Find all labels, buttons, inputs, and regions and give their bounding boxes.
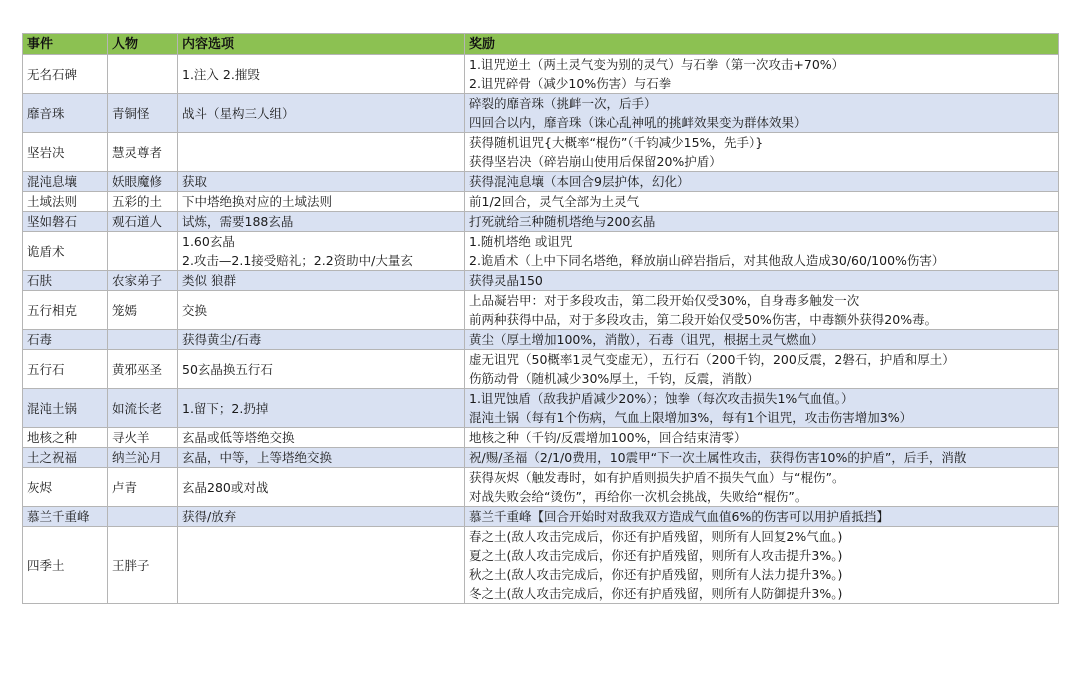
table-row xyxy=(23,55,1059,94)
options-cell xyxy=(178,350,465,389)
table-row xyxy=(23,94,1059,133)
event-cell: 诡盾术 xyxy=(23,232,108,271)
rewards-cell xyxy=(465,350,1059,389)
person-cell xyxy=(108,55,178,94)
person-cell: 笼嫣 xyxy=(108,291,178,330)
event-cell: 无名石碑 xyxy=(23,55,108,94)
person-cell xyxy=(108,507,178,527)
person-cell: 妖眼魔修 xyxy=(108,172,178,192)
reward-line: 前两种获得中品，对于多段攻击，第二段开始仅受50%伤害，中毒额外获得20%毒。 xyxy=(469,312,938,327)
reward-line: 秋之土(敌人攻击完成后，你还有护盾残留，则所有人法力提升3%。) xyxy=(469,567,843,582)
table-row xyxy=(23,507,1059,527)
rewards-cell xyxy=(465,55,1059,94)
option-line: 类似 狼群 xyxy=(182,273,236,288)
option-line: 交换 xyxy=(182,302,208,318)
option-line: 玄晶280或对战 xyxy=(182,479,269,495)
person-cell: 卢青 xyxy=(108,468,178,507)
table-row xyxy=(23,212,1059,232)
options-cell xyxy=(178,172,465,192)
reward-line: 碎裂的靡音珠（挑衅一次，后手） xyxy=(469,96,657,111)
event-cell: 灰烬 xyxy=(23,468,108,507)
event-cell: 石肤 xyxy=(23,271,108,291)
person-cell: 寻火羊 xyxy=(108,428,178,448)
table-row xyxy=(23,271,1059,291)
table-row xyxy=(23,389,1059,428)
header-event: 事件 xyxy=(23,34,108,55)
options-cell xyxy=(178,55,465,94)
option-line: 获得/放弃 xyxy=(182,509,237,524)
option-line: 1.注入 2.摧毁 xyxy=(182,66,260,82)
event-cell: 混沌息壤 xyxy=(23,172,108,192)
table-row xyxy=(23,448,1059,468)
person-cell: 青铜怪 xyxy=(108,94,178,133)
options-cell xyxy=(178,468,465,507)
person-cell: 黄邪巫圣 xyxy=(108,350,178,389)
reward-line: 打死就给三种随机塔绝与200玄晶 xyxy=(469,214,656,229)
table-row xyxy=(23,172,1059,192)
reward-line: 获得灰烬（触发毒时，如有护盾则损失护盾不损失气血）与“棍伤”。 xyxy=(469,470,845,485)
person-cell: 观石道人 xyxy=(108,212,178,232)
table-row xyxy=(23,291,1059,330)
reward-line: 地核之种（千钧/反震增加100%，回合结束清零） xyxy=(469,430,747,445)
options-cell xyxy=(178,507,465,527)
options-cell xyxy=(178,192,465,212)
options-cell xyxy=(178,330,465,350)
option-line: 战斗（星构三人组） xyxy=(182,105,295,121)
table-row xyxy=(23,232,1059,271)
event-cell: 坚岩决 xyxy=(23,133,108,172)
person-cell: 慧灵尊者 xyxy=(108,133,178,172)
options-cell xyxy=(178,212,465,232)
event-cell: 慕兰千重峰 xyxy=(23,507,108,527)
option-line: 试炼，需要188玄晶 xyxy=(182,214,294,229)
rewards-cell xyxy=(465,507,1059,527)
table-row xyxy=(23,527,1059,604)
reward-line: 伤筋动骨（随机减少30%厚土，千钧，反震，消散） xyxy=(469,371,760,386)
rewards-cell xyxy=(465,330,1059,350)
reward-line: 获得灵晶150 xyxy=(469,273,543,288)
person-cell: 农家弟子 xyxy=(108,271,178,291)
event-cell: 混沌土锅 xyxy=(23,389,108,428)
rewards-cell xyxy=(465,527,1059,604)
person-cell: 王胖子 xyxy=(108,527,178,604)
rewards-cell xyxy=(465,389,1059,428)
person-cell xyxy=(108,232,178,271)
reward-line: 冬之土(敌人攻击完成后，你还有护盾残留，则所有人防御提升3%。) xyxy=(469,586,843,601)
reward-line: 祝/赐/圣福（2/1/0费用，10震甲“下一次土属性攻击，获得伤害10%的护盾”，后手，消散 xyxy=(469,450,967,465)
option-line: 50玄晶换五行石 xyxy=(182,361,273,377)
event-cell: 石毒 xyxy=(23,330,108,350)
option-line: 玄晶，中等，上等塔绝交换 xyxy=(182,450,333,465)
reward-line: 2.诡盾术（上中下同名塔绝，释放崩山碎岩指后，对其他敌人造成30/60/100%伤害） xyxy=(469,253,945,268)
option-line: 获得黄尘/石毒 xyxy=(182,332,262,347)
reward-line: 1.诅咒蚀盾（敌我护盾减少20%）；蚀拳（每次攻击损失1%气血值。） xyxy=(469,391,854,406)
option-line: 玄晶或低等塔绝交换 xyxy=(182,430,295,445)
table-row xyxy=(23,330,1059,350)
table-row xyxy=(23,133,1059,172)
reward-line: 慕兰千重峰【回合开始时对敌我双方造成气血值6%的伤害可以用护盾抵挡】 xyxy=(469,509,889,524)
header-rewards: 奖励 xyxy=(465,34,1059,55)
reward-line: 虚无诅咒（50概率1灵气变虚无），五行石（200千钧，200反震，2磐石，护盾和厚土） xyxy=(469,352,955,367)
event-cell: 五行相克 xyxy=(23,291,108,330)
reward-line: 混沌土锅（每有1个伤病，气血上限增加3%，每有1个诅咒，攻击伤害增加3%） xyxy=(469,410,913,425)
options-cell xyxy=(178,232,465,271)
event-cell: 坚如磐石 xyxy=(23,212,108,232)
rewards-cell xyxy=(465,448,1059,468)
header-person: 人物 xyxy=(108,34,178,55)
person-cell: 如流长老 xyxy=(108,389,178,428)
header-row xyxy=(23,34,1059,55)
rewards-cell xyxy=(465,212,1059,232)
table-body xyxy=(23,55,1059,604)
option-line: 1.60玄晶 xyxy=(182,234,235,249)
rewards-cell xyxy=(465,172,1059,192)
event-cell: 四季土 xyxy=(23,527,108,604)
reward-line: 获得混沌息壤（本回合9层护体，幻化） xyxy=(469,174,690,189)
rewards-cell xyxy=(465,428,1059,448)
reward-line: 1.诅咒逆土（两土灵气变为别的灵气）与石拳（第一次攻击+70%） xyxy=(469,57,845,72)
reward-line: 前1/2回合，灵气全部为土灵气 xyxy=(469,194,640,209)
event-cell: 土域法则 xyxy=(23,192,108,212)
reward-line: 获得坚岩决（碎岩崩山使用后保留20%护盾） xyxy=(469,154,722,169)
reward-line: 2.诅咒碎骨（减少10%伤害）与石拳 xyxy=(469,76,672,91)
rewards-cell xyxy=(465,468,1059,507)
header-options: 内容选项 xyxy=(178,34,465,55)
rewards-cell xyxy=(465,291,1059,330)
rewards-cell xyxy=(465,192,1059,212)
reward-line: 获得随机诅咒{大概率“棍伤”（千钧减少15%，先手）} xyxy=(469,135,764,150)
reward-line: 黄尘（厚土增加100%，消散），石毒（诅咒，根据土灵气燃血） xyxy=(469,332,824,347)
person-cell: 五彩的土 xyxy=(108,192,178,212)
table-row xyxy=(23,428,1059,448)
options-cell xyxy=(178,389,465,428)
rewards-cell xyxy=(465,232,1059,271)
event-reward-table xyxy=(22,33,1059,604)
reward-line: 夏之土(敌人攻击完成后，你还有护盾残留，则所有人攻击提升3%。) xyxy=(469,548,843,563)
options-cell xyxy=(178,133,465,172)
options-cell xyxy=(178,291,465,330)
person-cell: 纳兰沁月 xyxy=(108,448,178,468)
option-line: 获取 xyxy=(182,174,208,189)
reward-line: 上品凝岩甲：对于多段攻击，第二段开始仅受30%，自身毒多触发一次 xyxy=(469,293,860,308)
option-line xyxy=(178,556,464,575)
options-cell xyxy=(178,94,465,133)
options-cell xyxy=(178,527,465,604)
rewards-cell xyxy=(465,271,1059,291)
rewards-cell xyxy=(465,133,1059,172)
option-line: 1.留下；2.扔掉 xyxy=(182,400,269,416)
event-cell: 土之祝福 xyxy=(23,448,108,468)
event-cell: 靡音珠 xyxy=(23,94,108,133)
option-line xyxy=(178,143,464,162)
options-cell xyxy=(178,271,465,291)
rewards-cell xyxy=(465,94,1059,133)
reward-line: 对战失败会给“烫伤”，再给你一次机会挑战，失败给“棍伤”。 xyxy=(469,489,808,504)
reward-line: 四回合以内，靡音珠（诛心乱神吼的挑衅效果变为群体效果） xyxy=(469,115,807,130)
event-cell: 地核之种 xyxy=(23,428,108,448)
option-line: 2.攻击—2.1接受赔礼；2.2资助中/大量玄 xyxy=(182,253,413,268)
option-line: 下中塔绝换对应的土域法则 xyxy=(182,194,333,209)
options-cell xyxy=(178,428,465,448)
options-cell xyxy=(178,448,465,468)
table-row xyxy=(23,192,1059,212)
reward-line: 春之土(敌人攻击完成后，你还有护盾残留，则所有人回复2%气血。) xyxy=(469,529,843,544)
event-cell: 五行石 xyxy=(23,350,108,389)
reward-line: 1.随机塔绝 或诅咒 xyxy=(469,234,573,249)
person-cell xyxy=(108,330,178,350)
table-row xyxy=(23,350,1059,389)
table-row xyxy=(23,468,1059,507)
